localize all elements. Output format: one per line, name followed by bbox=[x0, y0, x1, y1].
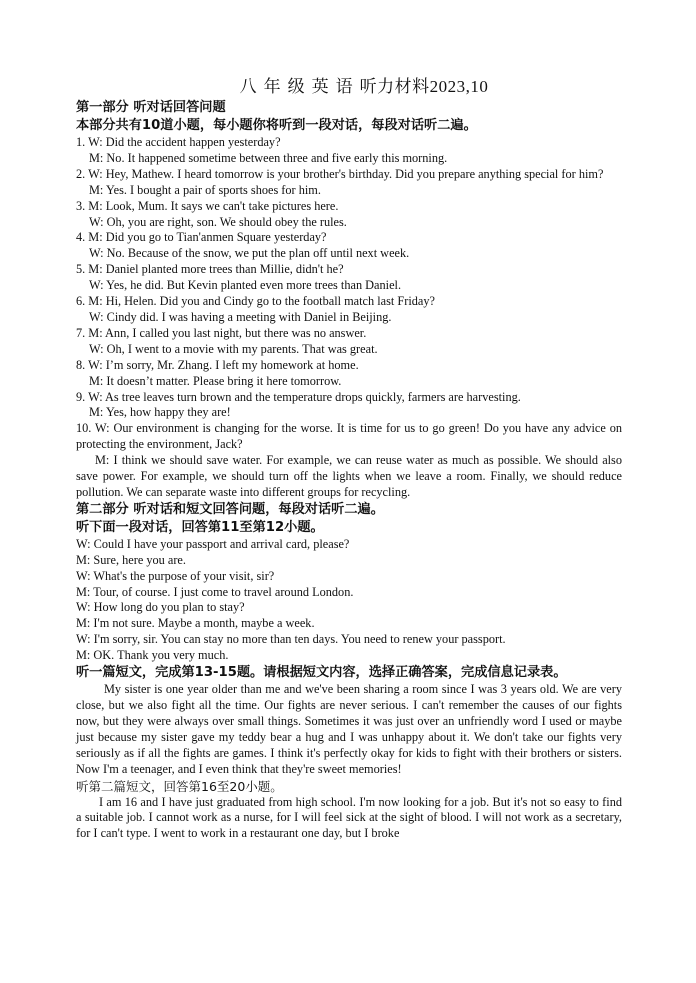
q9-answer: M: Yes, how happy they are! bbox=[89, 405, 231, 420]
passage1-instruction: 听一篇短文，完成第13-15题。请根据短文内容，选择正确答案，完成信息记录表。 bbox=[76, 665, 567, 681]
q4-answer: W: No. Because of the snow, we put the plan off until next week. bbox=[89, 246, 410, 261]
q8-answer: M: It doesn’t matter. Please bring it here tomorrow. bbox=[89, 373, 342, 388]
dialogue-line: W: Could I have your passport and arrival card, please? bbox=[76, 536, 350, 551]
q1-answer: M: No. It happened sometime between three and five early this morning. bbox=[89, 150, 448, 165]
q6-question: 6. M: Hi, Helen. Did you and Cindy go to the football match last Friday? bbox=[76, 294, 435, 309]
dialogue-line: M: OK. Thank you very much. bbox=[76, 648, 229, 663]
passage2-text: I am 16 and I have just graduated from high school. I'm now looking for a job. But it's not so easy to find a suitable job. I cannot work as a nurse, for I will feel sick at the sight of blood. I will not work as a secretary, for I can't type. I went to work in a restaurant one day, but I broke bbox=[76, 794, 622, 841]
dialogue-line: W: How long do you plan to stay? bbox=[76, 600, 245, 615]
q9-question: 9. W: As tree leaves turn brown and the temperature drops quickly, farmers are harvesting. bbox=[76, 389, 521, 404]
q5-answer: W: Yes, he did. But Kevin planted even more trees than Daniel. bbox=[89, 278, 402, 293]
q8-question: 8. W: I’m sorry, Mr. Zhang. I left my homework at home. bbox=[76, 357, 359, 372]
dialogue-instruction: 听下面一段对话，回答第11至第12小题。 bbox=[76, 519, 324, 535]
q1-question: 1. W: Did the accident happen yesterday? bbox=[76, 135, 281, 149]
part1-heading: 第一部分 听对话回答问题 bbox=[76, 100, 226, 115]
dialogue-line: M: I'm not sure. Maybe a month, maybe a week. bbox=[76, 616, 315, 631]
q4-question: 4. M: Did you go to Tian'anmen Square yesterday? bbox=[76, 230, 327, 245]
dialogue-line: M: Tour, of course. I just come to travel around London. bbox=[76, 584, 354, 599]
dialogue-line: W: What's the purpose of your visit, sir? bbox=[76, 568, 275, 583]
passage1-text: My sister is one year older than me and we've been sharing a room since I was 3 years old. We are very close, but we also fight all the time. Our fights are never serious. I can't remember the causes of our fights now, but they were always over small things. Sometimes it was just over an unfriendly word I used or maybe just because my sister gave my teddy bear a hug and I was unhappy about it. We don't take our fights very seriously as if all the fights are games. I think it's perfectly okay for kids to fight with their brothers or sisters. Now I'm a teenager, and I even think that they're sweet memories! bbox=[76, 682, 622, 776]
document-title bbox=[76, 76, 622, 98]
q7-answer: W: Oh, I went to a movie with my parents. That was great. bbox=[89, 341, 378, 356]
q3-answer: W: Oh, you are right, son. We should obey the rules. bbox=[89, 214, 347, 229]
q6-answer: W: Cindy did. I was having a meeting with Daniel in Beijing. bbox=[89, 309, 392, 324]
q2-answer: M: Yes. I bought a pair of sports shoes for him. bbox=[89, 182, 321, 197]
title-rest: 听力材料2023,10 bbox=[359, 77, 489, 96]
passage2-instruction: 听第二篇短文，回答第16至20小题。 bbox=[76, 778, 283, 794]
title-chinese: 八年级英语 bbox=[239, 77, 360, 96]
q10-answer: M: I think we should save water. For example, we can reuse water as much as possible. We should also save power. For example, we should turn off the lights when we leave a room. Finally, we should reduce pollution. We can separate waste into different groups for recycling. bbox=[76, 453, 622, 499]
q2-question: 2. W: Hey, Mathew. I heard tomorrow is your brother's birthday. Did you prepare anything special for him? bbox=[76, 166, 604, 181]
q5-question: 5. M: Daniel planted more trees than Millie, didn't he? bbox=[76, 262, 344, 277]
q3-question: 3. M: Look, Mum. It says we can't take pictures here. bbox=[76, 198, 339, 213]
part2-heading: 第二部分 听对话和短文回答问题，每段对话听二遍。 bbox=[76, 501, 384, 517]
dialogue-line: W: I'm sorry, sir. You can stay no more than ten days. You need to renew your passport. bbox=[76, 632, 506, 647]
q10-question: 10. W: Our environment is changing for the worse. It is time for us to go green! Do you have any advice on protecting the environment, Jack? bbox=[76, 421, 622, 452]
part1-instruction: 本部分共有10道小题，每小题你将听到一段对话，每段对话听二遍。 bbox=[76, 118, 477, 133]
dialogue-line: M: Sure, here you are. bbox=[76, 552, 186, 567]
q7-question: 7. M: Ann, I called you last night, but there was no answer. bbox=[76, 325, 367, 340]
